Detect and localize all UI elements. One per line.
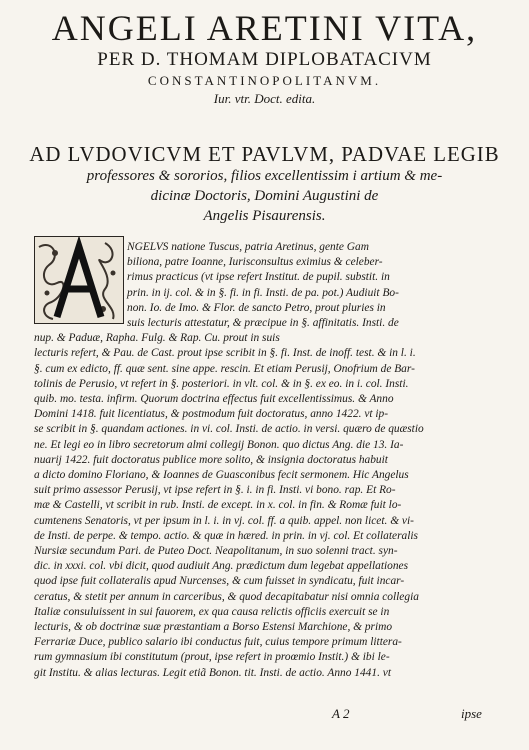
body-line: mæ & Castelli, vt scribit in rub. Insti. de except. in x. col. in fin. & Romæ fuit lo-	[34, 499, 402, 512]
body-line: lecturis refert, & Pau. de Cast. prout ipse scribit in §. fi. Inst. de inoff. test. & in l. i.	[34, 347, 416, 360]
main-title: ANGELI ARETINI VITA,	[51, 8, 478, 48]
dedication-block	[0, 142, 529, 226]
dedication-line: Angelis Pisaurensis.	[203, 208, 326, 224]
body-line: quib. mo. testa. infirm. Quorum doctrina effectus fuit excellentissimus. & Anno	[34, 393, 394, 405]
signature-mark: A 2	[332, 706, 350, 721]
body-line: lecturis, & ob doctrinæ suæ præstantiam a Borso Estensi Marchione, & primo	[34, 621, 393, 633]
body-line: tolinis de Perusio, vt refert in §. posteriori. in vlt. col. & in §. ex eo. in i. col. Insti.	[34, 377, 409, 390]
body-line: se scribit in §. quandam actiones. in vi. col. Insti. de actio. in versi. quæro de quæstio	[34, 423, 424, 436]
body-line: NGELVS natione Tuscus, patria Aretinus, gente Gam	[127, 241, 369, 253]
body-line: rum gymnasium ibi constitutum (prout, ipse refert in proœmio Instit.) & ibi le-	[34, 651, 390, 664]
body-line: Domini 1418. fuit licentiatus, & postmodum fuit doctoratus, anno 1422. vt ip-	[34, 408, 389, 421]
dedication-line: professores & sororios, filios excellentissim i artium & me-	[86, 168, 443, 184]
dedication-line: dicinæ Doctoris, Domini Augustini de	[150, 188, 379, 204]
body-line: Italiæ consuluissent in sui fauorem, ex qua causa relictis officiis exercuit se in	[34, 605, 390, 618]
body-line: ceratus, & stetit per annum in carceribus, & quod decapitabatur nisi omnia collegia	[34, 590, 419, 603]
body-line: suit primo assessor Perusij, vt ipse refert in §. i. in fi. Insti. vi bono. rap. Et Ro-	[34, 484, 396, 497]
decorated-initial	[34, 236, 124, 324]
body-line: cumtenens Senatoris, vt per ipsum in l. i. in vj. col. ff. a quib. appel. non licet. & vi-	[34, 514, 414, 527]
body-line: de Insti. de perpe. & tempo. actio. & quæ in hæred. in prin. in vj. col. Et collateralis	[34, 529, 418, 542]
degree-line: Iur. vtr. Doct. edita.	[213, 91, 316, 106]
body-line: a dicto domino Floriano, & Ioannes de Guasconibus fecit sermonem. Hic Angelus	[34, 469, 409, 481]
body-line: Nursiæ secundum Pari. de Puteo Doct. Neapolitanum, in suo solenni tract. syn-	[34, 545, 398, 557]
body-line: biliona, patre Ioanne, Iurisconsultus eximius & celeber-	[127, 256, 383, 269]
body-line: ne. Et legi eo in libro secretorum almi collegij Bonon. quo dictus Ang. die 13. Ia-	[34, 438, 404, 451]
body-line: rimus practicus (vt ipse refert Institut. de pupil. substit. in	[127, 271, 390, 284]
author-line: PER D. THOMAM DIPLOBATACIVM	[97, 49, 432, 70]
body-line: nuarij 1422. fuit doctoratus publice more solito, & insignia doctoratus habuit	[34, 453, 388, 466]
body-line: git Institu. & alias lecturas. Legit etiã Bonon. tit. Insti. de actio. Anno 1441. vt	[34, 666, 391, 679]
body-line: nup. & Paduæ, Rapha. Fulg. & Rap. Cu. prout in suis	[34, 332, 280, 345]
body-line: §. cum ex edicto, ff. quæ sent. sine appe. rescin. Et etiam Perusij, Onofrium de Bar-	[34, 362, 415, 375]
body-line: non. Io. de Imo. & Flor. de sancto Petro, prout pluries in	[127, 301, 386, 314]
ornament-icon	[35, 237, 123, 323]
title-block	[0, 8, 529, 108]
dedication-heading: AD LVDOVICVM ET PAVLVM, PADVAE LEGIB	[29, 142, 500, 166]
body-line: quod ipse fuit collateralis apud Nurcenses, & cum fuisset in syndicatu, fuit incar-	[34, 575, 405, 588]
body-line: Ferrariæ Duce, publico salario ibi conductus fuit, cuius tempore primum littera-	[34, 636, 402, 649]
catchword: ipse	[461, 706, 482, 721]
body-line: suis lecturis attestatur, & præcipue in §. affinitatis. Insti. de	[127, 317, 399, 329]
body-line: dic. in xxxi. col. vbi dicit, quod audiuit Ang. prædictum dum legebat appellationes	[34, 560, 409, 573]
origin-line: CONSTANTINOPOLITANVM.	[147, 73, 382, 88]
body-line: prin. in ij. col. & in §. fi. in fi. Insti. de pa. pot.) Audiuit Bo-	[127, 286, 399, 299]
